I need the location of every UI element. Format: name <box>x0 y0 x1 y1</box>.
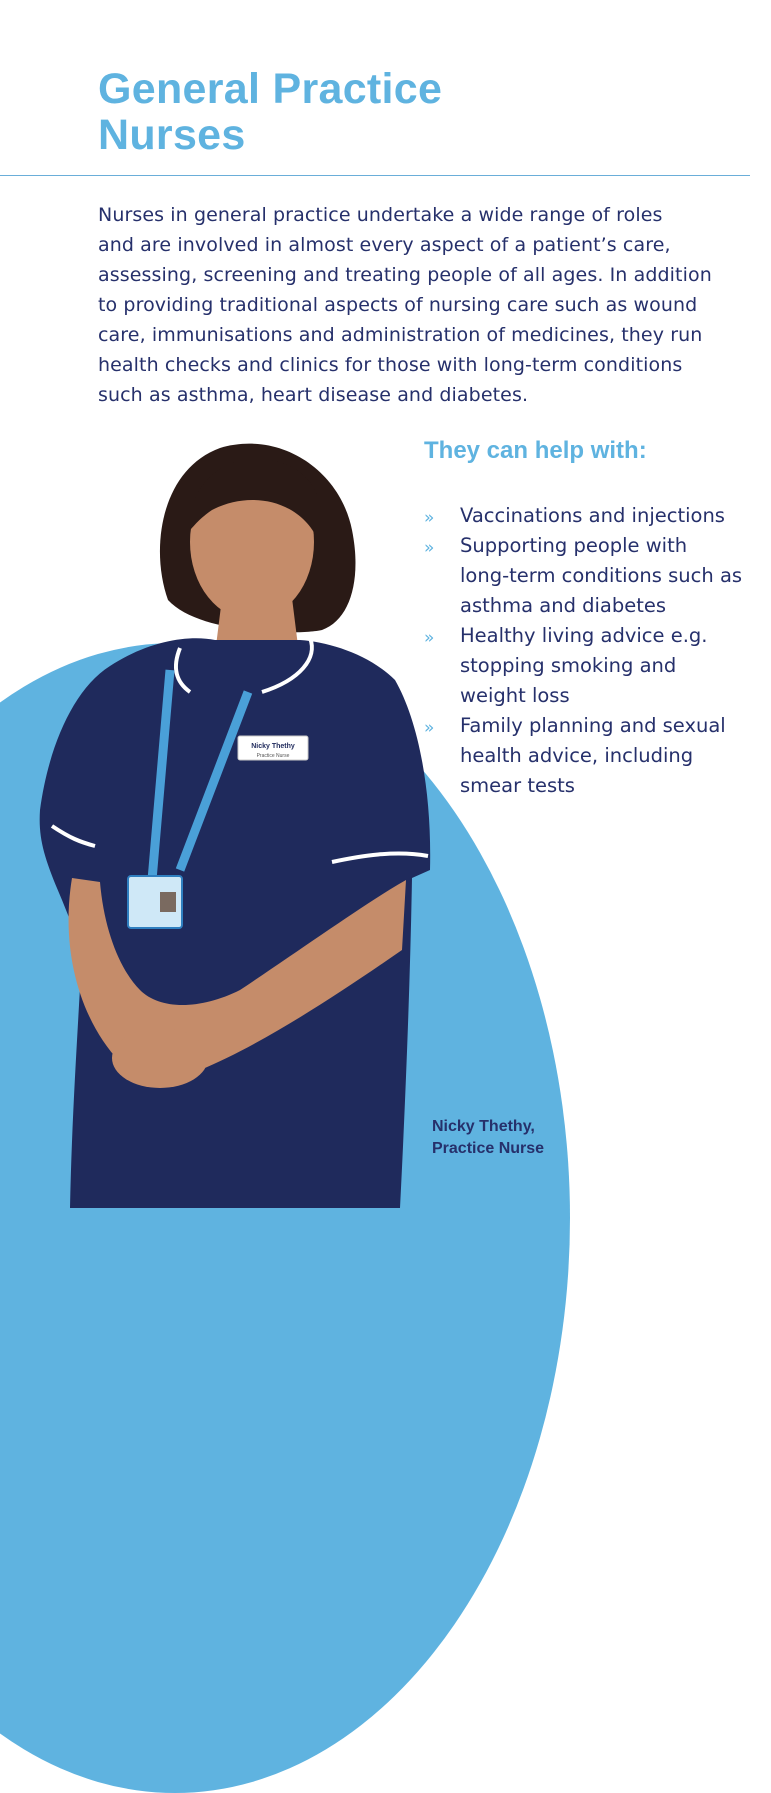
help-item-line: Supporting people with <box>460 534 688 557</box>
help-item-family-planning <box>424 711 742 801</box>
help-item-line: Healthy living advice e.g. <box>460 624 708 647</box>
help-item-line: long-term conditions such as <box>460 564 743 587</box>
bullet-icon: » <box>424 628 435 648</box>
caption-role: Practice Nurse <box>432 1140 545 1157</box>
name-badge-role: Practice Nurse <box>256 753 290 759</box>
intro-line: assessing, screening and treating people of all ages. In addition <box>98 264 712 286</box>
intro-line: Nurses in general practice undertake a wide range of roles <box>98 204 663 226</box>
id-card-photo <box>160 892 176 912</box>
help-item-text <box>460 501 742 531</box>
help-item-line: stopping smoking and <box>460 654 677 677</box>
photo-caption <box>432 1116 544 1160</box>
intro-line: care, immunisations and administration of medicines, they run <box>98 324 703 346</box>
page-title <box>98 66 442 158</box>
name-badge-name: Nicky Thethy <box>251 743 295 750</box>
title-divider <box>0 175 750 176</box>
nurse-hands <box>112 1028 208 1088</box>
bullet-icon: » <box>424 718 435 738</box>
help-item-healthy-living <box>424 621 742 711</box>
help-list <box>424 501 742 801</box>
help-item-text <box>460 711 742 801</box>
title-line-1: General Practice <box>98 65 443 113</box>
help-item-line: Vaccinations and injections <box>460 504 725 527</box>
intro-line: and are involved in almost every aspect of a patient’s care, <box>98 234 671 256</box>
help-item-text <box>460 621 742 711</box>
intro-paragraph <box>98 200 748 410</box>
help-item-line: health advice, including <box>460 744 694 767</box>
help-item-line: asthma and diabetes <box>460 594 667 617</box>
bullet-icon: » <box>424 508 435 528</box>
bullet-icon: » <box>424 538 435 558</box>
caption-name: Nicky Thethy, <box>432 1118 535 1135</box>
help-heading: They can help with: <box>424 437 647 464</box>
help-item-line: weight loss <box>460 684 570 707</box>
help-item-line: smear tests <box>460 774 575 797</box>
help-item-vaccinations <box>424 501 742 531</box>
help-item-text <box>460 531 742 621</box>
title-line-2: Nurses <box>98 111 246 159</box>
help-item-line: Family planning and sexual <box>460 714 726 737</box>
intro-line: to providing traditional aspects of nursing care such as wound <box>98 294 698 316</box>
intro-line: such as asthma, heart disease and diabetes. <box>98 384 529 406</box>
nurse-photo <box>0 430 440 1208</box>
intro-line: health checks and clinics for those with long-term conditions <box>98 354 683 376</box>
help-item-long-term-conditions <box>424 531 742 621</box>
